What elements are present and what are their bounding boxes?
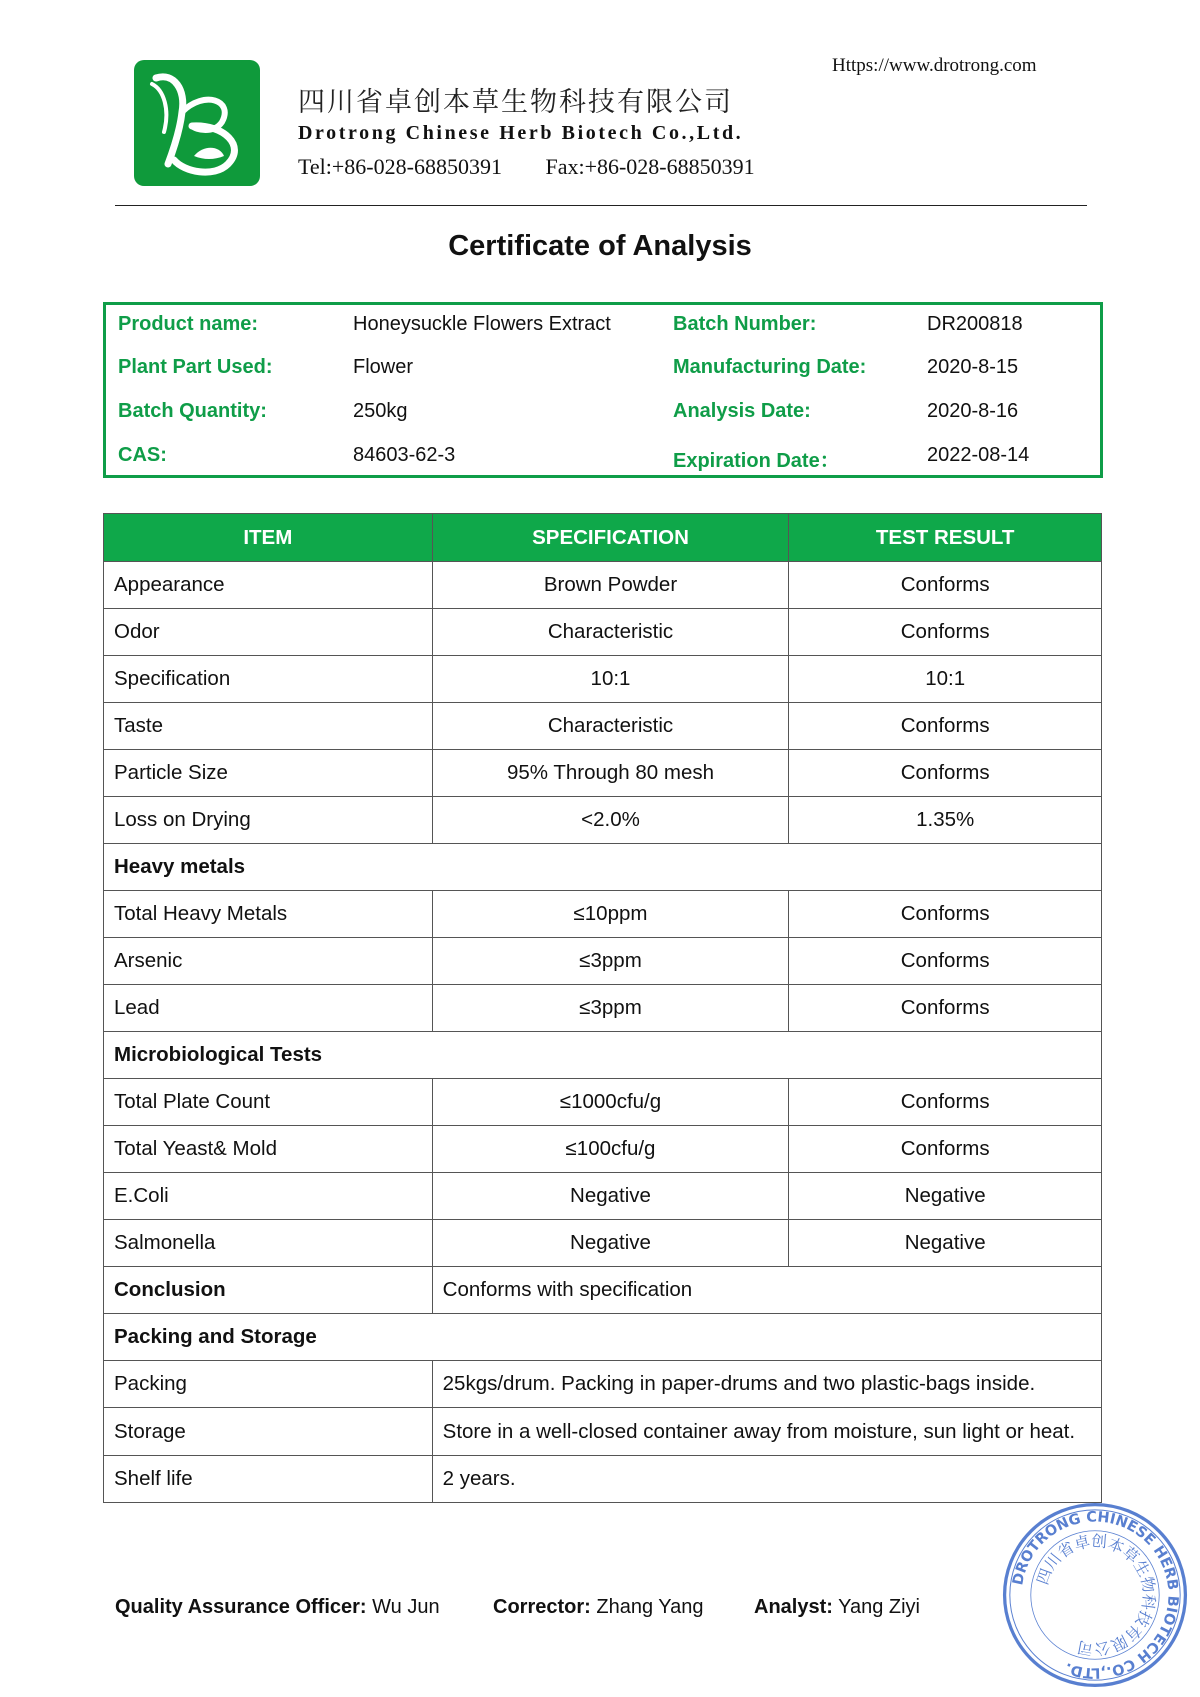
section-title: Heavy metals xyxy=(104,844,1102,891)
shelf-life-label: Shelf life xyxy=(104,1456,433,1503)
table-row xyxy=(104,1079,1102,1126)
spec-cell: ≤10ppm xyxy=(432,891,789,938)
table-row xyxy=(104,1173,1102,1220)
result-cell: Conforms xyxy=(789,985,1102,1032)
info-label: Product name: xyxy=(118,313,259,335)
packing-value: 25kgs/drum. Packing in paper-drums and two plastic-bags inside. xyxy=(432,1361,1101,1408)
spec-cell: 95% Through 80 mesh xyxy=(432,750,789,797)
item-cell: Total Heavy Metals xyxy=(104,891,433,938)
info-label: Analysis Date: xyxy=(673,400,811,422)
info-value: 2022-08-14 xyxy=(927,444,1030,466)
table-row xyxy=(104,562,1102,609)
spec-cell: Characteristic xyxy=(432,703,789,750)
result-cell: Conforms xyxy=(789,703,1102,750)
company-logo xyxy=(134,60,260,186)
seal-text-en: DROTRONG CHINESE HERB BIOTECH CO.,LTD. xyxy=(1010,1509,1181,1681)
info-label: Batch Quantity: xyxy=(118,400,267,422)
spec-cell: Characteristic xyxy=(432,609,789,656)
header-divider xyxy=(115,205,1087,206)
company-url[interactable]: Https://www.drotrong.com xyxy=(832,55,1037,76)
info-value: 84603-62-3 xyxy=(353,444,456,466)
result-cell: Conforms xyxy=(789,750,1102,797)
item-cell: Total Yeast& Mold xyxy=(104,1126,433,1173)
corrector-signature xyxy=(493,1596,704,1619)
section-row-heavy-metals xyxy=(104,844,1102,891)
spec-cell: ≤1000cfu/g xyxy=(432,1079,789,1126)
storage-value: Store in a well-closed container away from moisture, sun light or heat. xyxy=(432,1408,1101,1456)
info-row xyxy=(106,313,1100,353)
info-label: Batch Number: xyxy=(673,313,817,335)
shelf-life-value: 2 years. xyxy=(432,1456,1101,1503)
qa-officer-label: Quality Assurance Officer: xyxy=(115,1596,367,1618)
analyst-label: Analyst: xyxy=(754,1596,833,1618)
section-title: Microbiological Tests xyxy=(104,1032,1102,1079)
conclusion-row xyxy=(104,1267,1102,1314)
table-row xyxy=(104,703,1102,750)
packing-label: Packing xyxy=(104,1361,433,1408)
table-row xyxy=(104,656,1102,703)
result-cell: Negative xyxy=(789,1173,1102,1220)
result-cell: Conforms xyxy=(789,891,1102,938)
corrector-name: Zhang Yang xyxy=(596,1596,704,1618)
company-name-cn: 四川省卓创本草生物科技有限公司 xyxy=(298,87,733,118)
spec-cell: 10:1 xyxy=(432,656,789,703)
shelf-life-row xyxy=(104,1456,1102,1503)
seal-outer-ring xyxy=(1005,1505,1186,1686)
info-value: Flower xyxy=(353,356,414,378)
table-header-row xyxy=(104,514,1102,562)
info-value: DR200818 xyxy=(927,313,1023,335)
packing-row xyxy=(104,1361,1102,1408)
item-cell: Taste xyxy=(104,703,433,750)
table-row xyxy=(104,985,1102,1032)
table-row xyxy=(104,609,1102,656)
table-row xyxy=(104,1126,1102,1173)
table-row xyxy=(104,891,1102,938)
info-row xyxy=(106,356,1100,396)
conclusion-value: Conforms with specification xyxy=(432,1267,1101,1314)
table-row xyxy=(104,938,1102,985)
column-header-specification: SPECIFICATION xyxy=(432,514,789,562)
item-cell: E.Coli xyxy=(104,1173,433,1220)
item-cell: Appearance xyxy=(104,562,433,609)
result-cell: 1.35% xyxy=(789,797,1102,844)
product-info-box xyxy=(103,302,1103,478)
seal-inner-ring xyxy=(1031,1531,1159,1659)
item-cell: Particle Size xyxy=(104,750,433,797)
section-row-packing-storage xyxy=(104,1314,1102,1361)
table-row xyxy=(104,750,1102,797)
item-cell: Total Plate Count xyxy=(104,1079,433,1126)
info-value: Honeysuckle Flowers Extract xyxy=(353,313,611,335)
info-value: 250kg xyxy=(353,400,408,422)
column-header-test-result: TEST RESULT xyxy=(789,514,1102,562)
result-cell: Conforms xyxy=(789,562,1102,609)
spec-cell: Negative xyxy=(432,1173,789,1220)
company-name-en: Drotrong Chinese Herb Biotech Co.,Ltd. xyxy=(298,122,744,144)
info-label: CAS: xyxy=(118,444,167,466)
info-label: Plant Part Used: xyxy=(118,356,273,378)
result-cell: Conforms xyxy=(789,1079,1102,1126)
seal-text-cn: 四川省卓创本草生物科技有限公司 xyxy=(1032,1531,1159,1659)
conclusion-label: Conclusion xyxy=(104,1267,433,1314)
corrector-label: Corrector: xyxy=(493,1596,591,1618)
qa-officer-signature xyxy=(115,1596,440,1619)
leaf-b-logo-icon xyxy=(134,60,260,186)
spec-cell: Negative xyxy=(432,1220,789,1267)
result-cell: Conforms xyxy=(789,938,1102,985)
seal-middle-ring xyxy=(1010,1510,1180,1680)
info-value: 2020-8-16 xyxy=(927,400,1019,422)
item-cell: Odor xyxy=(104,609,433,656)
info-label: Expiration Date： xyxy=(673,450,840,472)
spec-cell: Brown Powder xyxy=(432,562,789,609)
result-cell: Negative xyxy=(789,1220,1102,1267)
table-row xyxy=(104,1220,1102,1267)
section-title: Packing and Storage xyxy=(104,1314,1102,1361)
tel-number: Tel:+86-028-68850391 xyxy=(298,154,502,179)
fax-number: Fax:+86-028-68850391 xyxy=(545,154,755,179)
item-cell: Salmonella xyxy=(104,1220,433,1267)
spec-cell: ≤3ppm xyxy=(432,938,789,985)
item-cell: Lead xyxy=(104,985,433,1032)
storage-row xyxy=(104,1408,1102,1456)
spec-cell: ≤100cfu/g xyxy=(432,1126,789,1173)
analyst-signature xyxy=(754,1596,920,1619)
table-row xyxy=(104,797,1102,844)
qa-officer-name: Wu Jun xyxy=(372,1596,440,1618)
info-row xyxy=(106,400,1100,440)
item-cell: Specification xyxy=(104,656,433,703)
result-cell: 10:1 xyxy=(789,656,1102,703)
item-cell: Loss on Drying xyxy=(104,797,433,844)
result-cell: Conforms xyxy=(789,609,1102,656)
document-title: Certificate of Analysis xyxy=(448,230,752,262)
info-value: 2020-8-15 xyxy=(927,356,1019,378)
section-row-microbiological xyxy=(104,1032,1102,1079)
company-seal-stamp xyxy=(1000,1500,1190,1690)
info-label: Manufacturing Date: xyxy=(673,356,867,378)
spec-cell: <2.0% xyxy=(432,797,789,844)
company-contact xyxy=(298,154,793,180)
analyst-name: Yang Ziyi xyxy=(838,1596,920,1618)
result-cell: Conforms xyxy=(789,1126,1102,1173)
spec-cell: ≤3ppm xyxy=(432,985,789,1032)
column-header-item: ITEM xyxy=(104,514,433,562)
item-cell: Arsenic xyxy=(104,938,433,985)
storage-label: Storage xyxy=(104,1408,433,1456)
analysis-table xyxy=(103,513,1102,1503)
info-row xyxy=(106,444,1100,484)
